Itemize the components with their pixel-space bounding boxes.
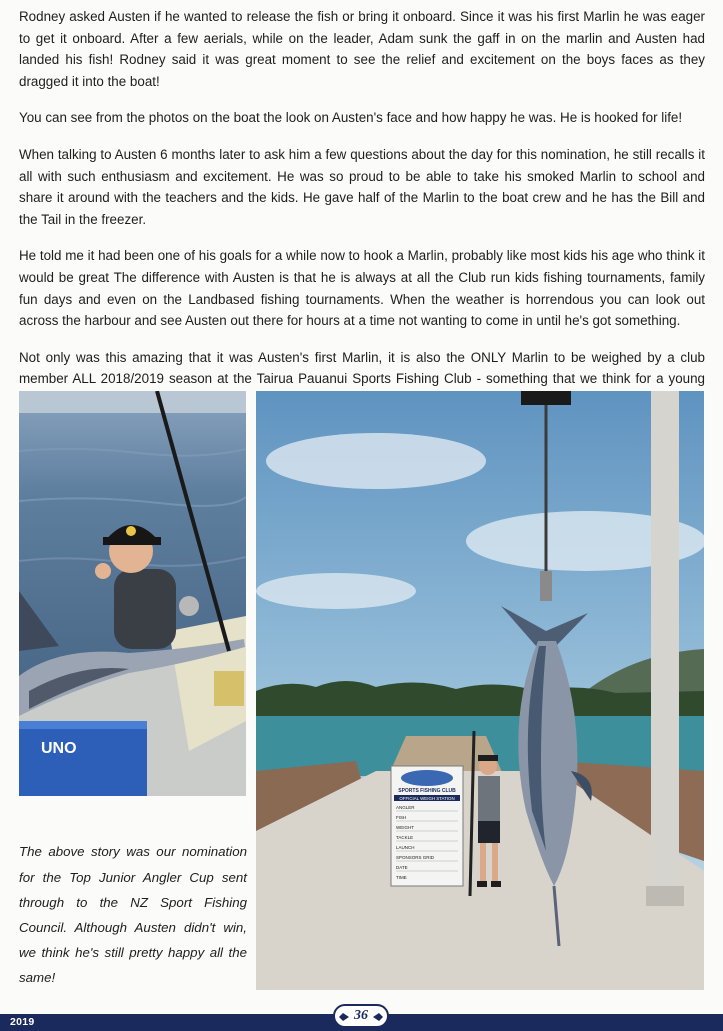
paragraph-5: Not only was this amazing that it was Austen's first Marlin, it is also the ONLY Marlin to be weighed by a club member ALL 2018/2019 season at the Tairua Pauanui Sports Fishing Club - something that we think for a young xyxy=(19,349,705,387)
sign-row-weight: WEIGHT xyxy=(396,825,414,830)
fish-icon xyxy=(373,1013,383,1021)
photo-boy-on-boat xyxy=(19,391,246,796)
sign-row-time: TIME xyxy=(396,875,407,880)
cooler-label: UNO xyxy=(41,740,77,757)
paragraph-1: Rodney asked Austen if he wanted to release the fish or bring it onboard. Since it was his first Marlin he was eager to get it onboard. After a few aerials, while on the leader, Adam sunk the gaff in on the marlin and Austen had landed his fish! Rodney said it was great moment to see the relief and excitement on the boys faces as they dragged it into the boat! xyxy=(19,9,705,89)
page-number: 36 xyxy=(354,1008,368,1023)
fish-icon xyxy=(339,1013,349,1021)
paragraph-2: You can see from the photos on the boat the look on Austen's face and how happy he was. He is hooked for life! xyxy=(19,110,683,126)
sign-row-angler: ANGLER xyxy=(396,805,415,810)
sign-row-fish: FISH xyxy=(396,815,407,820)
sign-row-date: DATE xyxy=(396,865,408,870)
paragraph-3: When talking to Austen 6 months later to ask him a few questions about the day for this nomination, he still recalls it all with such enthusiasm and excitement. He was so proud to be able to take his smoked Marlin to school and share it around with the teachers and the kids. He gave half of the Marlin to the boat crew and he has the Bill and the Tail in the freezer. xyxy=(19,146,705,227)
photo-weigh-station xyxy=(256,391,704,990)
sign-club-name: SPORTS FISHING CLUB xyxy=(398,788,456,794)
sign-row-tackle: TACKLE xyxy=(396,835,414,840)
sign-row-sponsors: SPONSORS GRID xyxy=(396,855,435,860)
sign-row-launch: LAUNCH xyxy=(396,845,415,850)
footer-year: 2019 xyxy=(10,1016,35,1028)
photo-caption: The above story was our nomination for the Top Junior Angler Cup sent through to the NZ Sport Fishing Council. Although Austen didn't win, we think he's still pretty happy all the same! xyxy=(19,844,247,986)
paragraph-4: He told me it had been one of his goals for a while now to hook a Marlin, probably like most kids his age who think it would be great The difference with Austen is that he is always at all the Club run kids fishing tournaments, family fun days and even on the Landbased fishing tournaments. When the weather is horrendous you can look out across the harbour and see Austen out there for hours at a time not wanting to come in until he's got something. xyxy=(19,248,705,329)
article-body xyxy=(19,6,705,427)
page-number-badge xyxy=(333,1004,389,1028)
sign-title: OFFICIAL WEIGH STATION xyxy=(399,796,455,801)
